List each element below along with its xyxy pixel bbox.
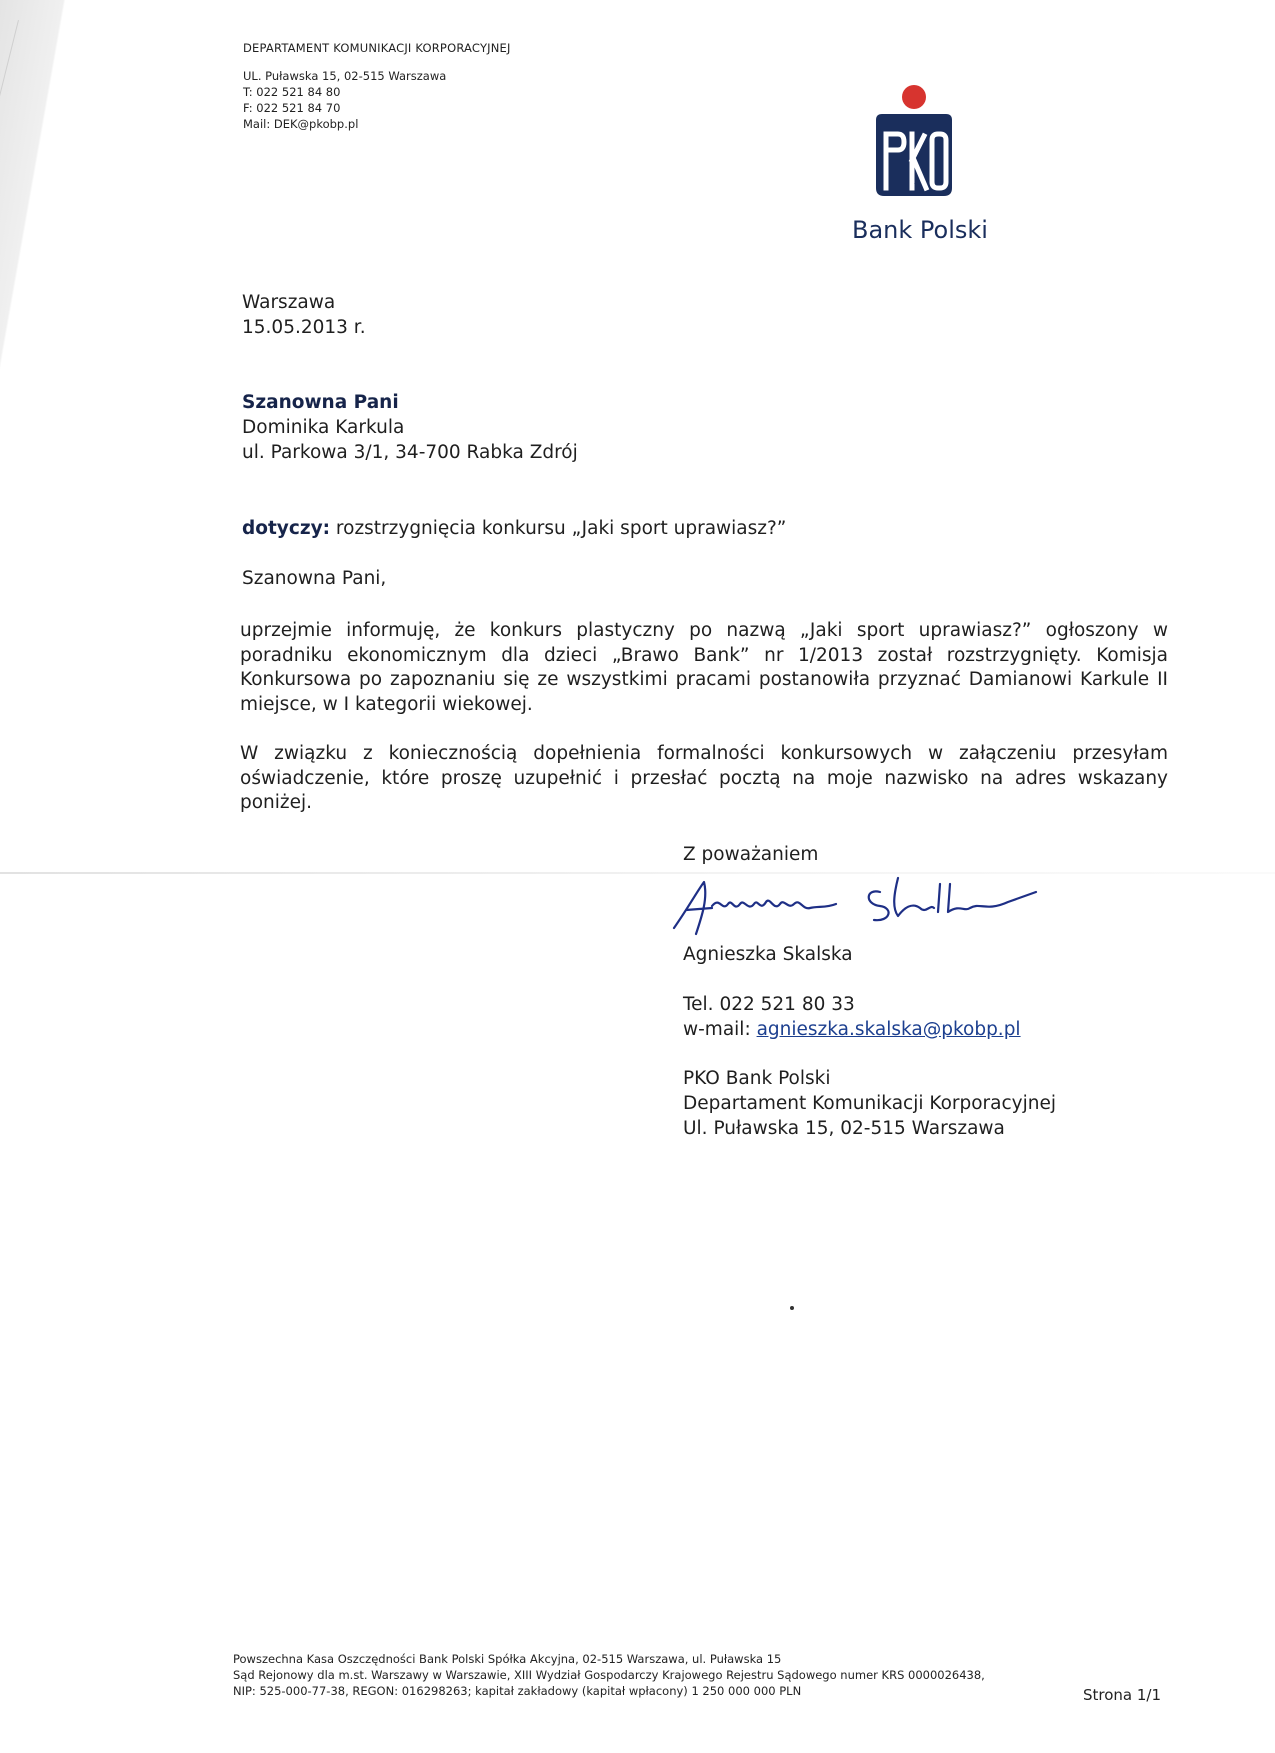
body-paragraph-1: uprzejmie informuję, że konkurs plastyczny po nazwą „Jaki sport uprawiasz?” ogłoszony w poradniku ekonomicznym dla dzieci „Brawo Bank” nr 1/2013 został rozstrzygnięty. Komisja Konkursowa po zapoznaniu się ze wszystkimi pracami postanowiła przyznać Damianowi Karkule II miejsce, w I kategorii wiekowej. bbox=[240, 620, 1168, 715]
org-address: Ul. Puławska 15, 02-515 Warszawa bbox=[683, 1118, 1005, 1139]
contact-phone: Tel. 022 521 80 33 bbox=[683, 994, 855, 1015]
footer-legal bbox=[233, 1651, 985, 1699]
subject-line bbox=[242, 516, 786, 541]
body-paragraph-2: W związku z koniecznością dopełnienia formalności konkursowych w załączeniu przesyłam oświadczenie, które proszę uzupełnić i przesłać pocztą na moje nazwisko na adres wskazany poniżej. bbox=[240, 743, 1168, 813]
sender-block bbox=[243, 40, 511, 132]
recipient-salutation: Szanowna Pani bbox=[242, 392, 399, 413]
footer-line-1: Powszechna Kasa Oszczędności Bank Polski Spółka Akcyjna, 02-515 Warszawa, ul. Puławska 15 bbox=[233, 1652, 782, 1666]
footer-line-3: NIP: 525-000-77-38, REGON: 016298263; kapitał zakładowy (kapitał wpłacony) 1 250 000 000 PLN bbox=[233, 1684, 802, 1698]
sender-department: DEPARTAMENT KOMUNIKACJI KORPORACYJNEJ bbox=[243, 41, 511, 55]
email-label: w-mail: bbox=[683, 1019, 757, 1040]
greeting: Szanowna Pani, bbox=[242, 568, 387, 589]
place-date bbox=[242, 290, 366, 340]
sender-phone: T: 022 521 84 80 bbox=[243, 85, 341, 99]
org-name: PKO Bank Polski bbox=[683, 1068, 831, 1089]
scan-shadow bbox=[0, 0, 130, 460]
logo-red-dot bbox=[902, 85, 926, 109]
subject-label: dotyczy: bbox=[242, 518, 331, 539]
sender-fax: F: 022 521 84 70 bbox=[243, 101, 341, 115]
contact-email-row bbox=[683, 1017, 1021, 1042]
place: Warszawa bbox=[242, 292, 336, 313]
subject-text: rozstrzygnięcia konkursu „Jaki sport uprawiasz?” bbox=[330, 518, 787, 539]
recipient-name: Dominika Karkula bbox=[242, 417, 405, 438]
logo-letters: PKO bbox=[914, 184, 916, 185]
logo-bank-name: Bank Polski bbox=[852, 216, 988, 244]
handwritten-signature bbox=[668, 868, 1048, 938]
org-department: Departament Komunikacji Korporacyjnej bbox=[683, 1093, 1057, 1114]
recipient-block bbox=[242, 390, 578, 465]
pko-logo-icon bbox=[872, 84, 956, 198]
paper-fold-line bbox=[0, 872, 1275, 874]
organization-block bbox=[683, 1066, 1056, 1141]
sender-address: UL. Puławska 15, 02-515 Warszawa bbox=[243, 69, 447, 83]
footer-line-2: Sąd Rejonowy dla m.st. Warszawy w Warszawie, XIII Wydział Gospodarczy Krajowego Rejestru Sądowego numer KRS 0000026438, bbox=[233, 1668, 985, 1682]
signer-name: Agnieszka Skalska bbox=[683, 944, 853, 965]
recipient-address: ul. Parkowa 3/1, 34-700 Rabka Zdrój bbox=[242, 442, 578, 463]
contact-block bbox=[683, 992, 1021, 1042]
page-number: Strona 1/1 bbox=[1083, 1686, 1162, 1704]
sender-mail: Mail: DEK@pkobp.pl bbox=[243, 117, 359, 131]
letter-date: 15.05.2013 r. bbox=[242, 317, 366, 338]
email-link[interactable]: agnieszka.skalska@pkobp.pl bbox=[756, 1019, 1021, 1040]
ink-speck bbox=[790, 1306, 794, 1310]
closing-regards: Z poważaniem bbox=[683, 844, 819, 865]
